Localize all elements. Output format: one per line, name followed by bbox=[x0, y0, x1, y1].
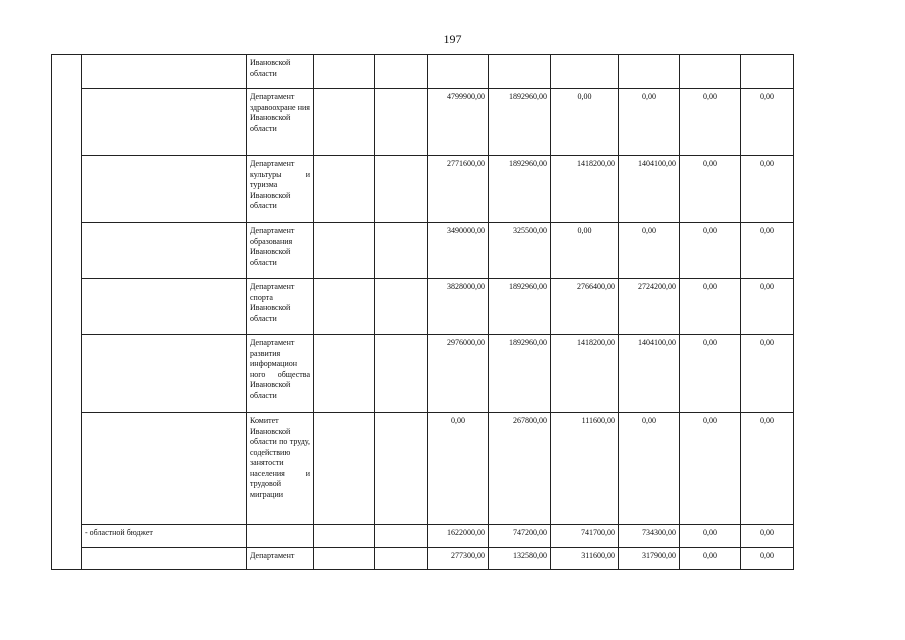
value-cell: 3490000,00 bbox=[428, 223, 489, 279]
table-row bbox=[52, 335, 855, 413]
row-label bbox=[82, 55, 247, 89]
value-cell bbox=[619, 55, 680, 89]
table-row bbox=[52, 279, 855, 335]
value-cell: 0,00 bbox=[680, 548, 741, 570]
value-cell: 0,00 bbox=[680, 413, 741, 525]
organization-cell: Департамент здравоохране ния Ивановской области bbox=[247, 89, 314, 156]
value-cell: 1892960,00 bbox=[489, 335, 551, 413]
row-label bbox=[82, 223, 247, 279]
value-cell: 0,00 bbox=[551, 89, 619, 156]
empty-cell bbox=[375, 223, 428, 279]
organization-cell: Комитет Ивановской области по труду, содействию занятости населения и трудовой миграции bbox=[247, 413, 314, 525]
empty-cell bbox=[314, 548, 375, 570]
merged-index-cell bbox=[52, 55, 82, 570]
value-cell: 0,00 bbox=[741, 279, 794, 335]
organization-cell: Департамент bbox=[247, 548, 314, 570]
value-cell: 0,00 bbox=[680, 156, 741, 223]
value-cell: 0,00 bbox=[619, 413, 680, 525]
value-cell: 1892960,00 bbox=[489, 89, 551, 156]
table-row bbox=[52, 156, 855, 223]
row-label bbox=[82, 156, 247, 223]
value-cell: 1418200,00 bbox=[551, 156, 619, 223]
value-cell: 311600,00 bbox=[551, 548, 619, 570]
value-cell: 1892960,00 bbox=[489, 156, 551, 223]
value-cell: 2724200,00 bbox=[619, 279, 680, 335]
empty-cell bbox=[375, 89, 428, 156]
value-cell: 111600,00 bbox=[551, 413, 619, 525]
value-cell: 0,00 bbox=[741, 525, 794, 548]
value-cell: 0,00 bbox=[741, 335, 794, 413]
value-cell: 4799900,00 bbox=[428, 89, 489, 156]
organization-cell: Ивановской области bbox=[247, 55, 314, 89]
empty-cell bbox=[314, 335, 375, 413]
value-cell: 0,00 bbox=[680, 525, 741, 548]
empty-cell bbox=[314, 279, 375, 335]
value-cell: 0,00 bbox=[741, 223, 794, 279]
value-cell: 1892960,00 bbox=[489, 279, 551, 335]
value-cell: 325500,00 bbox=[489, 223, 551, 279]
empty-cell bbox=[314, 156, 375, 223]
value-cell: 0,00 bbox=[428, 413, 489, 525]
value-cell: 267800,00 bbox=[489, 413, 551, 525]
table-row bbox=[52, 89, 855, 156]
value-cell: 0,00 bbox=[680, 279, 741, 335]
value-cell: 277300,00 bbox=[428, 548, 489, 570]
empty-cell bbox=[375, 548, 428, 570]
value-cell: 132580,00 bbox=[489, 548, 551, 570]
organization-cell: Департамент образования Ивановской области bbox=[247, 223, 314, 279]
row-label bbox=[82, 89, 247, 156]
value-cell: 734300,00 bbox=[619, 525, 680, 548]
organization-cell: Департамент спорта Ивановской области bbox=[247, 279, 314, 335]
empty-cell bbox=[375, 335, 428, 413]
empty-cell bbox=[314, 525, 375, 548]
value-cell: 741700,00 bbox=[551, 525, 619, 548]
table-row bbox=[52, 548, 855, 570]
empty-cell bbox=[314, 223, 375, 279]
empty-cell bbox=[375, 413, 428, 525]
value-cell: 2771600,00 bbox=[428, 156, 489, 223]
value-cell: 0,00 bbox=[680, 89, 741, 156]
value-cell: 317900,00 bbox=[619, 548, 680, 570]
value-cell bbox=[489, 55, 551, 89]
value-cell: 0,00 bbox=[741, 548, 794, 570]
value-cell: 0,00 bbox=[680, 335, 741, 413]
value-cell: 0,00 bbox=[741, 89, 794, 156]
row-label bbox=[82, 413, 247, 525]
empty-cell bbox=[375, 55, 428, 89]
empty-cell bbox=[314, 89, 375, 156]
empty-cell bbox=[375, 525, 428, 548]
empty-cell bbox=[314, 413, 375, 525]
value-cell: 1622000,00 bbox=[428, 525, 489, 548]
value-cell: 0,00 bbox=[680, 223, 741, 279]
organization-cell bbox=[247, 525, 314, 548]
value-cell bbox=[741, 55, 794, 89]
row-label: - областной бюджет bbox=[82, 525, 247, 548]
value-cell: 0,00 bbox=[619, 223, 680, 279]
value-cell: 0,00 bbox=[551, 223, 619, 279]
organization-cell: Департамент развития информацион ного общества Ивановской области bbox=[247, 335, 314, 413]
value-cell: 747200,00 bbox=[489, 525, 551, 548]
table-row bbox=[52, 525, 855, 548]
empty-cell bbox=[375, 156, 428, 223]
table-row bbox=[52, 223, 855, 279]
page-number: 197 bbox=[443, 32, 462, 46]
value-cell: 1404100,00 bbox=[619, 335, 680, 413]
table-row bbox=[52, 55, 855, 89]
value-cell: 0,00 bbox=[741, 413, 794, 525]
table-row bbox=[52, 413, 855, 525]
row-label bbox=[82, 335, 247, 413]
value-cell: 1418200,00 bbox=[551, 335, 619, 413]
value-cell: 0,00 bbox=[619, 89, 680, 156]
value-cell: 2976000,00 bbox=[428, 335, 489, 413]
organization-cell: Департамент культуры и туризма Ивановской области bbox=[247, 156, 314, 223]
value-cell: 1404100,00 bbox=[619, 156, 680, 223]
value-cell: 2766400,00 bbox=[551, 279, 619, 335]
row-label bbox=[82, 279, 247, 335]
value-cell bbox=[428, 55, 489, 89]
empty-cell bbox=[314, 55, 375, 89]
value-cell: 0,00 bbox=[741, 156, 794, 223]
value-cell bbox=[551, 55, 619, 89]
value-cell: 3828000,00 bbox=[428, 279, 489, 335]
budget-table bbox=[51, 54, 855, 570]
row-label bbox=[82, 548, 247, 570]
value-cell bbox=[680, 55, 741, 89]
empty-cell bbox=[375, 279, 428, 335]
